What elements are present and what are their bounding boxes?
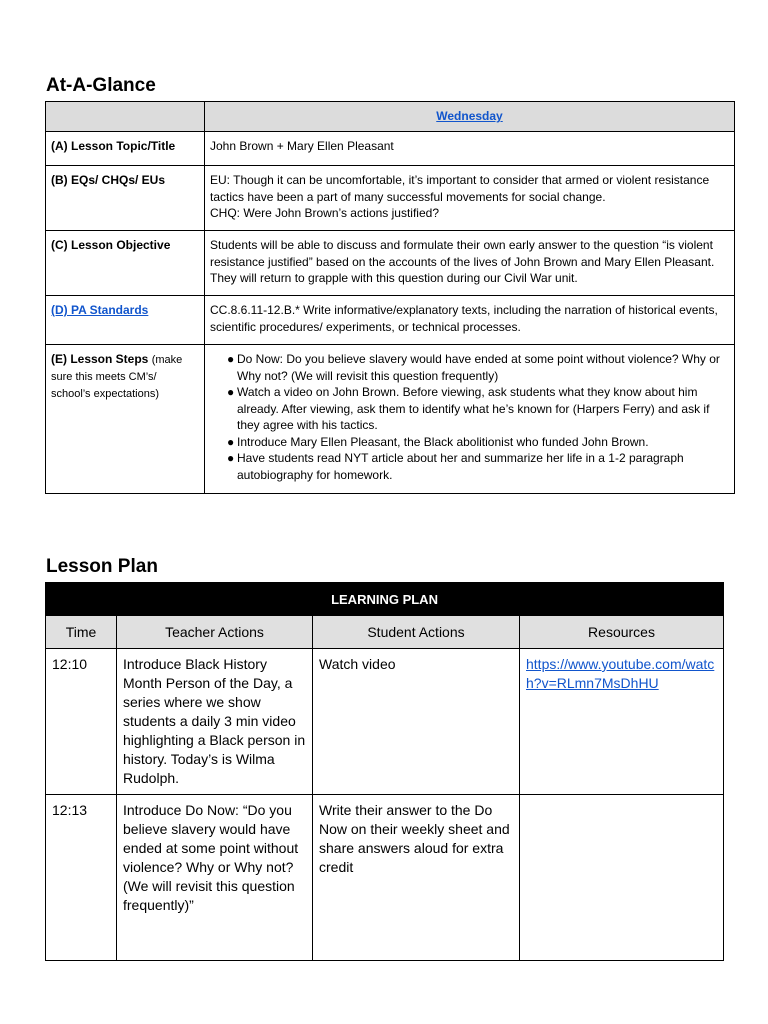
lesson-topic-label: (A) Lesson Topic/Title bbox=[51, 139, 176, 153]
lesson-step-text: Have students read NYT article about her and summarize her life in a 1-2 paragraph autobiography for homework. bbox=[237, 451, 684, 482]
bullet-icon: ● bbox=[227, 385, 235, 399]
eu-text: EU: Though it can be uncomfortable, it’s important to consider that armed or violent resistance tactics have been a part of many successful movements for social change. bbox=[210, 173, 710, 204]
teacher-action-cell: Introduce Black History Month Person of the Day, a series where we show students a daily 3 min video highlighting a Black person in history. Today’s is Wilma Rudolph. bbox=[117, 649, 313, 795]
eqs-label: (B) EQs/ CHQs/ EUs bbox=[51, 173, 166, 187]
bullet-icon: ● bbox=[227, 434, 235, 449]
bullet-icon: ● bbox=[227, 451, 235, 465]
pa-standards-link[interactable]: (D) PA Standards bbox=[51, 303, 149, 317]
eqs-value-cell bbox=[205, 166, 735, 231]
glance-label-cell bbox=[46, 166, 205, 231]
lesson-step-text: Do Now: Do you believe slavery would have ended at some point without violence? Why or Why not? (We will revisit this question frequently) bbox=[237, 352, 720, 383]
glance-row-objective bbox=[46, 231, 735, 296]
at-a-glance-table bbox=[45, 101, 735, 494]
table-row bbox=[46, 795, 724, 961]
resource-cell bbox=[520, 649, 724, 795]
standards-value: CC.8.6.11-12.B.* Write informative/explanatory texts, including the narration of historical events, scientific procedures/ experiments, or technical processes. bbox=[205, 296, 735, 345]
learning-plan-title: LEARNING PLAN bbox=[46, 583, 724, 616]
lesson-step-item bbox=[227, 384, 729, 434]
glance-header-empty-cell bbox=[46, 102, 205, 132]
resource-cell bbox=[520, 795, 724, 961]
column-header-resources: Resources bbox=[520, 616, 724, 649]
lesson-steps-list bbox=[210, 351, 729, 483]
learning-plan-title-row bbox=[46, 583, 724, 616]
teacher-action-cell: Introduce Do Now: “Do you believe slavery would have ended at some point without violence? Why or Why not? (We will revisit this question frequently)” bbox=[117, 795, 313, 961]
glance-row-eqs bbox=[46, 166, 735, 231]
table-row bbox=[46, 649, 724, 795]
objective-value: Students will be able to discuss and formulate their own early answer to the question “is violent resistance justified” based on the accounts of the lives of John Brown and Mary Ellen Pleasant. They will return to grapple with this question during our Civil War unit. bbox=[205, 231, 735, 296]
lesson-plan-heading: Lesson Plan bbox=[46, 556, 158, 577]
objective-label: (C) Lesson Objective bbox=[51, 238, 171, 252]
lesson-steps-label: (E) Lesson Steps bbox=[51, 352, 149, 366]
at-a-glance-heading: At-A-Glance bbox=[46, 75, 156, 96]
glance-label-cell bbox=[46, 132, 205, 166]
bullet-icon: ● bbox=[227, 352, 235, 366]
lesson-steps-cell bbox=[205, 345, 735, 494]
wednesday-link[interactable]: Wednesday bbox=[436, 109, 503, 124]
glance-day-cell bbox=[205, 102, 735, 132]
glance-row-topic bbox=[46, 132, 735, 166]
lesson-topic-value: John Brown + Mary Ellen Pleasant bbox=[205, 132, 735, 166]
lesson-step-text: Introduce Mary Ellen Pleasant, the Black abolitionist who funded John Brown. bbox=[237, 434, 649, 449]
learning-plan-header-row bbox=[46, 616, 724, 649]
student-action-cell: Watch video bbox=[313, 649, 520, 795]
column-header-student-actions: Student Actions bbox=[313, 616, 520, 649]
glance-header-row bbox=[46, 102, 735, 132]
glance-row-standards bbox=[46, 296, 735, 345]
glance-label-cell bbox=[46, 231, 205, 296]
student-action-cell: Write their answer to the Do Now on their weekly sheet and share answers aloud for extra credit bbox=[313, 795, 520, 961]
time-cell: 12:10 bbox=[46, 649, 117, 795]
lesson-step-item bbox=[227, 434, 729, 451]
chq-text: CHQ: Were John Brown’s actions justified? bbox=[210, 206, 439, 220]
glance-row-steps bbox=[46, 345, 735, 494]
lesson-step-item bbox=[227, 450, 729, 483]
youtube-video-link[interactable]: https://www.youtube.com/watch?v=RLmn7MsDhHU bbox=[526, 656, 715, 691]
lesson-step-item bbox=[227, 351, 729, 384]
time-cell: 12:13 bbox=[46, 795, 117, 961]
column-header-teacher-actions: Teacher Actions bbox=[117, 616, 313, 649]
glance-label-cell bbox=[46, 296, 205, 345]
column-header-time: Time bbox=[46, 616, 117, 649]
lesson-steps-note: (make sure this meets CM’s/ school’s expectations) bbox=[51, 354, 183, 400]
lesson-step-text: Watch a video on John Brown. Before viewing, ask students what they know about him already. After viewing, ask them to identify what he’s known for (Harpers Ferry) and ask if they agree with his tactics. bbox=[237, 385, 710, 432]
learning-plan-table bbox=[45, 582, 724, 961]
glance-label-cell bbox=[46, 345, 205, 494]
